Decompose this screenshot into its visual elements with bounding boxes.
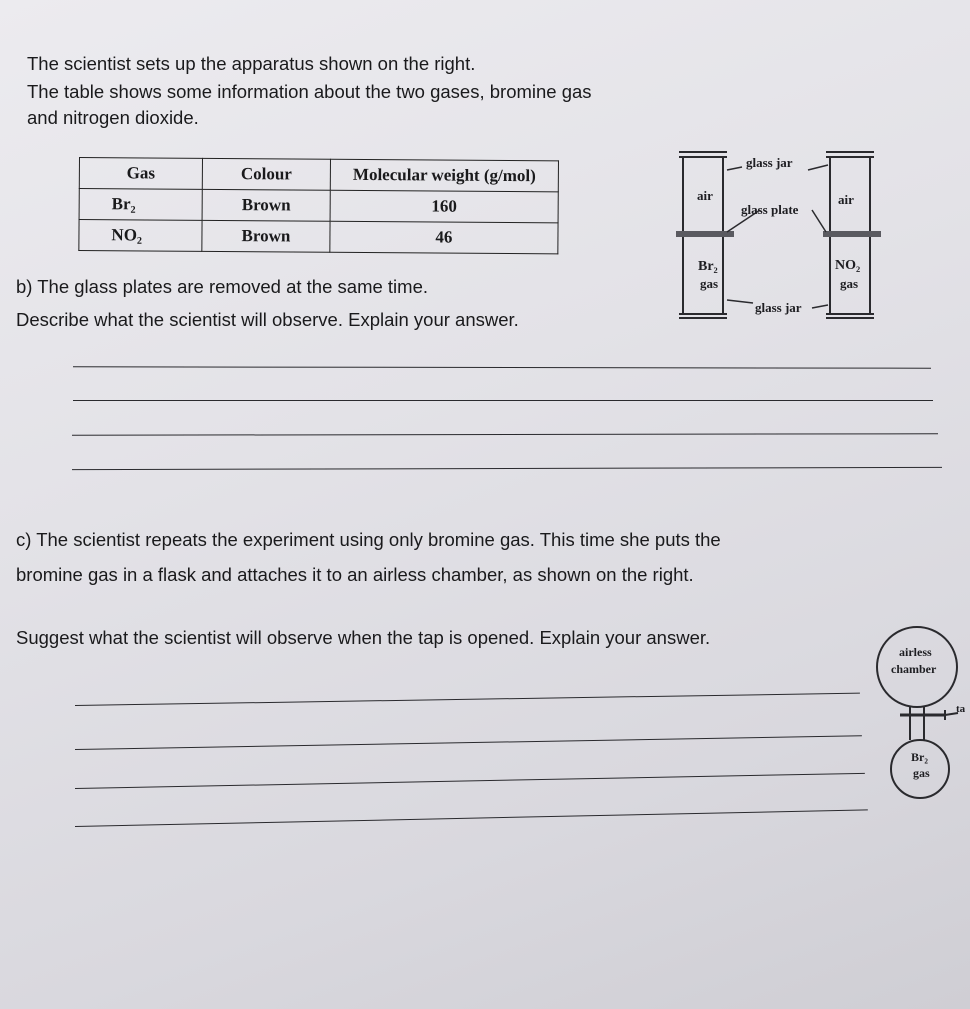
intro-line-3: and nitrogen dioxide.	[27, 107, 199, 128]
cell-colour: Brown	[202, 189, 330, 221]
leader-line	[808, 165, 828, 170]
part-b-line-1: b) The glass plates are removed at the same time.	[16, 276, 428, 297]
label-gas-flask: gas	[913, 766, 930, 780]
intro-line-2: The table shows some information about the two gases, bromine gas	[27, 81, 592, 102]
intro-line-1: The scientist sets up the apparatus shown on the right.	[27, 53, 476, 74]
label-glass-plate: glass plate	[741, 202, 799, 217]
part-b-line-2: Describe what the scientist will observe. Explain your answer.	[16, 309, 519, 330]
label-chamber: chamber	[891, 662, 937, 676]
cell-gas: Br₂	[79, 189, 202, 221]
cell-colour: Brown	[202, 220, 330, 252]
cell-gas: NO₂	[79, 220, 202, 252]
header-molecular-weight: Molecular weight (g/mol)	[330, 159, 558, 192]
leader-line	[812, 305, 828, 308]
label-br2-left: Br₂	[698, 259, 718, 274]
leader-line	[812, 210, 826, 232]
label-br2-flask: Br₂	[911, 750, 928, 764]
label-no2-right: NO₂	[835, 258, 861, 273]
right-glass-plate	[823, 231, 881, 237]
label-gas-right: gas	[840, 276, 859, 291]
label-glass-jar-top: glass jar	[746, 155, 793, 170]
left-glass-plate	[676, 231, 734, 237]
leader-line	[727, 300, 753, 303]
leader-line	[727, 167, 742, 170]
part-c-line-2: bromine gas in a flask and attaches it to an airless chamber, as shown on the right.	[16, 564, 694, 585]
cell-weight: 46	[330, 221, 558, 254]
label-air-right: air	[838, 192, 854, 207]
part-c-line-3: Suggest what the scientist will observe when the tap is opened. Explain your answer.	[16, 627, 711, 648]
label-airless: airless	[899, 645, 932, 659]
header-gas: Gas	[79, 158, 202, 190]
part-c-line-1: c) The scientist repeats the experiment using only bromine gas. This time she puts the	[16, 529, 721, 550]
header-colour: Colour	[202, 158, 330, 190]
label-air-left: air	[697, 188, 713, 203]
cell-weight: 160	[330, 190, 558, 223]
label-tap: ta	[956, 703, 966, 715]
label-gas-left: gas	[700, 276, 719, 291]
label-glass-jar-bottom: glass jar	[755, 300, 802, 315]
